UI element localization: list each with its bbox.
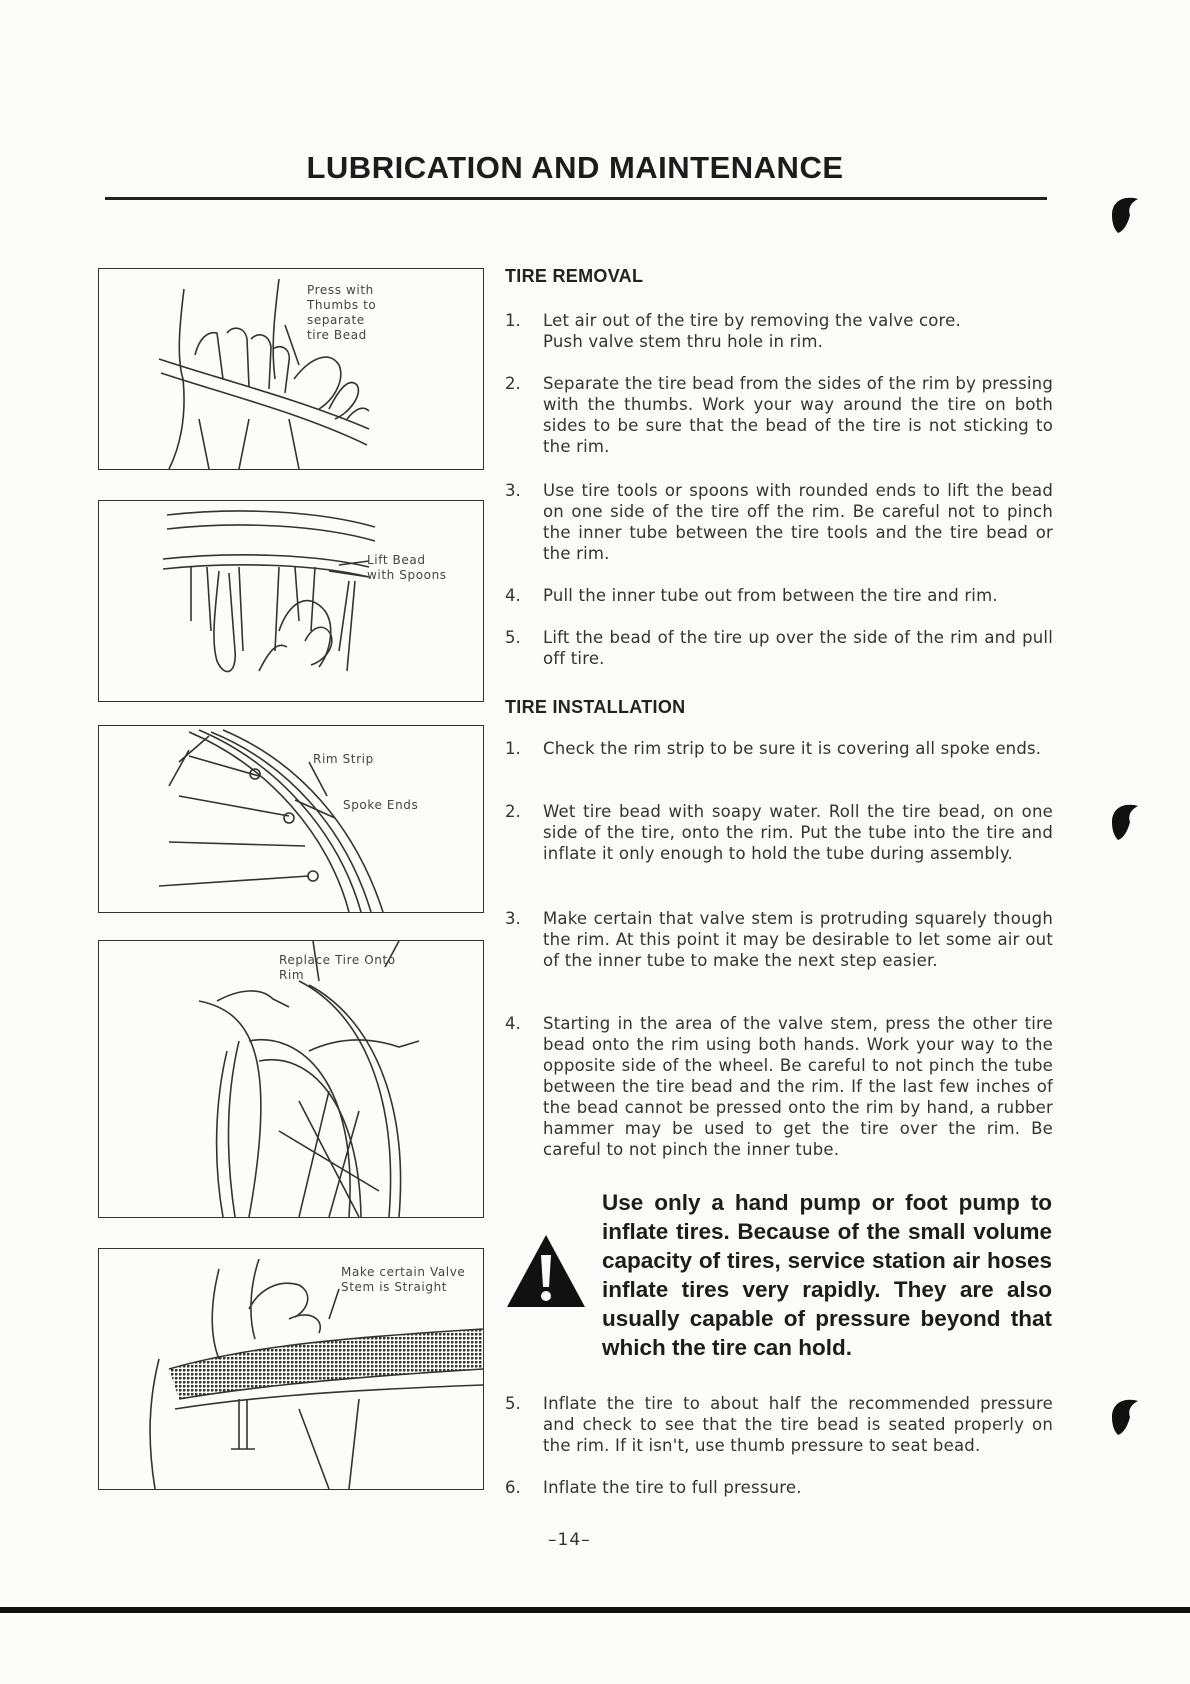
- step-text: Inflate the tire to about half the recommended pressure and check to see that the tire bead is seated properly on the rim. If it isn't, use thumb pressure to seat bead.: [543, 1394, 1053, 1455]
- list-item: [505, 738, 1053, 759]
- rim-strip-spoke-ends-illustration: [99, 726, 483, 912]
- step-number: 5.: [505, 628, 521, 647]
- binder-hole-icon: [1108, 1395, 1142, 1439]
- title-divider: [105, 197, 1047, 200]
- step-number: 3.: [505, 909, 521, 928]
- figure-replace-tire: [98, 940, 484, 1218]
- step-text: Let air out of the tire by removing the valve core. Push valve stem thru hole in rim.: [543, 311, 961, 351]
- figure-lift-bead-spoons: [98, 500, 484, 702]
- step-text: Wet tire bead with soapy water. Roll the tire bead, on one side of the tire, onto the rim. Put the tube into the tire and inflate it only enough to hold the tube during assembly.: [543, 802, 1053, 863]
- step-text: Lift the bead of the tire up over the side of the rim and pull off tire.: [543, 628, 1053, 668]
- section-heading-tire-removal: TIRE REMOVAL: [505, 266, 644, 286]
- section-heading-tire-installation: TIRE INSTALLATION: [505, 697, 686, 717]
- step-number: 5.: [505, 1394, 521, 1413]
- step-number: 3.: [505, 481, 521, 500]
- step-number: 4.: [505, 1014, 521, 1033]
- step-text: Check the rim strip to be sure it is covering all spoke ends.: [543, 739, 1042, 758]
- list-item: [505, 1393, 1053, 1456]
- figure-caption: Lift Bead with Spoons: [367, 553, 447, 582]
- step-text: Pull the inner tube out from between the tire and rim.: [543, 586, 998, 605]
- figure-caption-spoke-ends: Spoke Ends: [343, 798, 419, 812]
- page-number: –14–: [548, 1530, 591, 1550]
- list-item: [505, 801, 1053, 864]
- list-item: [505, 310, 1053, 352]
- step-number: 6.: [505, 1478, 521, 1497]
- warning-text: Use only a hand pump or foot pump to inflate tires. Because of the small volume capacity of tires, service station air hoses inflate tires very rapidly. They are also usually capable of pressure beyond that which the tire can hold.: [602, 1190, 1052, 1360]
- step-text: Starting in the area of the valve stem, press the other tire bead onto the rim using both hands. Work your way to the opposite side of the wheel. Be careful to not pinch the tube between the tire bead and the rim. If the last few inches of the bead cannot be pressed onto the rim by hand, a rubber hammer may be used to get the tire over the rim. Be careful to not pinch the inner tube.: [543, 1014, 1053, 1159]
- step-text: Separate the tire bead from the sides of the rim by pressing with the thumbs. Work your way around the tire on both sides to be sure that the bead of the tire is not sticking to the rim.: [543, 374, 1053, 456]
- step-number: 4.: [505, 586, 521, 605]
- list-item: [505, 908, 1053, 971]
- binder-hole-icon: [1108, 193, 1142, 237]
- page-title: LUBRICATION AND MAINTENANCE: [306, 150, 844, 185]
- step-text: Inflate the tire to full pressure.: [543, 1478, 802, 1497]
- step-number: 1.: [505, 311, 521, 330]
- figure-valve-stem: [98, 1248, 484, 1490]
- figure-rim-strip: [98, 725, 484, 913]
- figure-thumbs-separate-bead: [98, 268, 484, 470]
- figure-caption: Replace Tire Onto Rim: [279, 953, 396, 982]
- figure-caption: Press with Thumbs to separate tire Bead: [307, 283, 377, 342]
- step-text: Make certain that valve stem is protruding squarely though the rim. At this point it may be desirable to let some air out of the inner tube to make the next step easier.: [543, 909, 1053, 970]
- step-number: 1.: [505, 739, 521, 758]
- step-text: Use tire tools or spoons with rounded ends to lift the bead on one side of the tire off the rim. Be careful not to pinch the inner tube between the tire tools and the tire bead or the rim.: [543, 481, 1053, 563]
- list-item: [505, 480, 1053, 564]
- figure-caption: Make certain Valve Stem is Straight: [341, 1265, 466, 1294]
- spoons-lifting-bead-illustration: [99, 501, 483, 701]
- binder-hole-icon: [1108, 800, 1142, 844]
- step-number: 2.: [505, 802, 521, 821]
- list-item: [505, 585, 1053, 606]
- figure-caption-rim-strip: Rim Strip: [313, 752, 374, 766]
- list-item: [505, 373, 1053, 457]
- list-item: [505, 1013, 1053, 1160]
- list-item: [505, 627, 1053, 669]
- bottom-divider: [0, 1607, 1190, 1613]
- step-number: 2.: [505, 374, 521, 393]
- hands-on-tire-illustration: [99, 269, 483, 469]
- list-item: [505, 1477, 1053, 1498]
- warning-icon: [505, 1233, 587, 1309]
